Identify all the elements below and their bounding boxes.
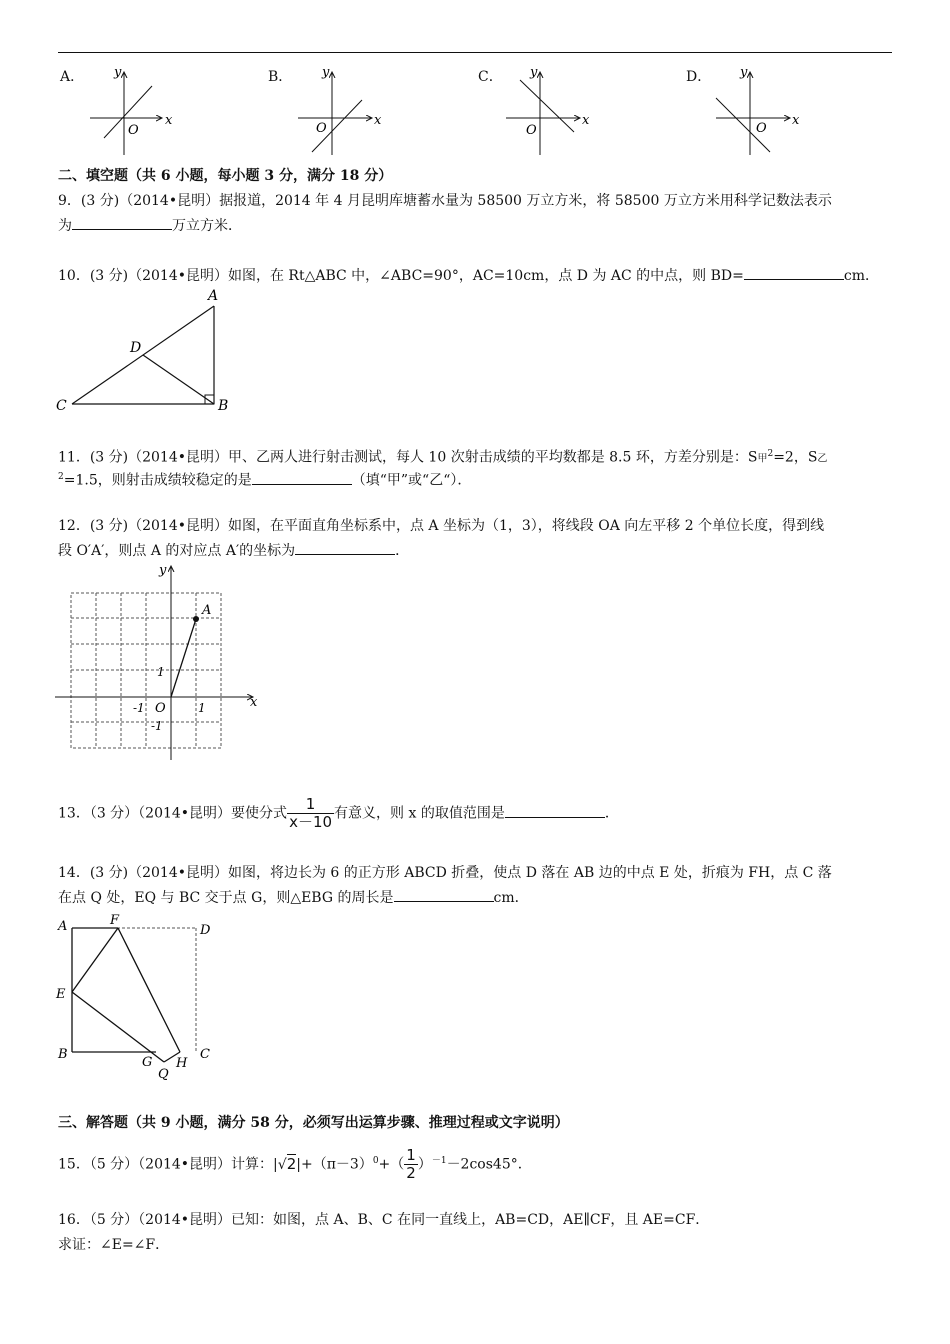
q12-label-x: x bbox=[250, 695, 258, 710]
q13-num: 1 bbox=[287, 796, 334, 814]
q15-num: 1 bbox=[406, 1146, 416, 1165]
q13-end: ． bbox=[604, 805, 619, 822]
q9-line2 bbox=[58, 214, 898, 239]
q9-line1: 9．(3 分)（2014•昆明）据报道，2014 年 4 月昆明库塘蓄水量为 58500 万立方米，将 58500 万立方米用科学记数法表示 bbox=[58, 193, 832, 209]
q11-line2 bbox=[58, 465, 898, 494]
q14-label-q: Q bbox=[158, 1067, 169, 1082]
option-a-x: x bbox=[165, 113, 173, 128]
q10-triangle-figure bbox=[50, 286, 250, 416]
q12-line2-post: ． bbox=[395, 543, 410, 559]
q14-label-h: H bbox=[176, 1056, 188, 1071]
q12-line1: 12．(3 分)（2014•昆明）如图，在平面直角坐标系中，点 A 坐标为（1，3），将线段 OA 向左平移 2 个单位长度，得到线 bbox=[58, 518, 825, 534]
option-b-o: O bbox=[316, 121, 327, 136]
q12-label-o: O bbox=[155, 701, 166, 716]
q14-line2 bbox=[58, 886, 898, 911]
option-b-y: y bbox=[322, 65, 330, 80]
option-c-y: y bbox=[530, 65, 538, 80]
option-c-o: O bbox=[526, 123, 537, 138]
q11-line2-post: =1.5，则射击成绩较稳定的是 bbox=[63, 472, 252, 489]
q14-label-c: C bbox=[200, 1047, 210, 1062]
q15-pre: 15．（5 分）（2014•昆明）计算：| bbox=[58, 1156, 278, 1173]
q10-label-b: B bbox=[218, 398, 229, 414]
option-c-x: x bbox=[582, 113, 590, 128]
q15-post: －2cos45°． bbox=[446, 1156, 532, 1173]
q10-text-post: cm． bbox=[843, 268, 879, 284]
q10-label-d: D bbox=[130, 340, 142, 356]
q10-label-a: A bbox=[208, 288, 219, 304]
q15-plus: +（ bbox=[378, 1156, 405, 1173]
option-d-label: D． bbox=[686, 69, 712, 85]
option-a-y: y bbox=[114, 65, 122, 80]
q13-pre: 13．（3 分）（2014•昆明）要使分式 bbox=[58, 805, 288, 822]
q15-sqrt: √2 bbox=[277, 1154, 297, 1173]
q12-label-neg-one-y: -1 bbox=[151, 719, 163, 733]
q14-label-a: A bbox=[58, 919, 68, 934]
q13-den: x－10 bbox=[289, 813, 333, 831]
q12-answer-blank[interactable] bbox=[295, 540, 395, 555]
q11-line1-pre: 11．(3 分)（2014•昆明）甲、乙两人进行射击测试，每人 10 次射击成绩的平均数都是 8.5 环，方差分别是：S bbox=[58, 449, 758, 466]
q15-radicand: 2 bbox=[286, 1154, 297, 1173]
q12-coordinate-figure bbox=[55, 560, 275, 765]
option-b-graph bbox=[298, 65, 382, 155]
q12-line2-pre: 段 O′A′，则点 A 的对应点 A′的坐标为 bbox=[58, 543, 296, 559]
q15-close: ） bbox=[417, 1156, 432, 1173]
section3-title: 三、解答题（共 9 小题，满分 58 分，必须写出运算步骤、推理过程或文字说明） bbox=[58, 1115, 569, 1131]
q12-label-one-y: 1 bbox=[157, 665, 165, 679]
q10-label-c: C bbox=[56, 398, 67, 414]
section2-title: 二、填空题（共 6 小题，每小题 3 分，满分 18 分） bbox=[58, 168, 393, 184]
q11-answer-blank[interactable] bbox=[252, 470, 352, 485]
q16-line1: 16．（5 分）（2014•昆明）已知：如图，点 A、B、C 在同一直线上，AB=CD，AE∥CF，且 AE=CF． bbox=[58, 1212, 710, 1228]
q11-sup-1: 2 bbox=[767, 449, 774, 459]
q14-square-fold-figure bbox=[50, 912, 230, 1082]
option-a-graph bbox=[90, 65, 173, 155]
q12-label-y: y bbox=[159, 563, 167, 578]
top-divider bbox=[58, 52, 892, 53]
q14-answer-blank[interactable] bbox=[394, 887, 494, 902]
option-graphs bbox=[0, 60, 950, 160]
q14-label-b: B bbox=[58, 1047, 68, 1062]
option-d-o: O bbox=[756, 121, 767, 136]
q10-text-pre: 10．(3 分)（2014•昆明）如图，在 Rt△ABC 中，∠ABC=90°，AC=10cm，点 D 为 AC 的中点，则 BD= bbox=[58, 268, 744, 284]
q14-line2-post: cm． bbox=[493, 890, 529, 906]
q11-sup-2: 2 bbox=[58, 472, 64, 482]
q14-label-f: F bbox=[110, 913, 120, 928]
q9-answer-blank[interactable] bbox=[72, 215, 172, 230]
option-d-y: y bbox=[740, 65, 748, 80]
q11-mid: =2，S bbox=[773, 449, 818, 466]
option-a-label: A． bbox=[60, 69, 85, 85]
option-a-o: O bbox=[128, 123, 139, 138]
q15-fraction bbox=[404, 1147, 418, 1182]
option-c-graph bbox=[506, 65, 590, 155]
q14-label-e: E bbox=[56, 987, 66, 1002]
q12-label-a: A bbox=[202, 603, 212, 618]
q9-line2-post: 万立方米． bbox=[172, 218, 242, 234]
q14-label-d: D bbox=[200, 923, 211, 938]
q14-label-g: G bbox=[142, 1055, 153, 1070]
q12-label-one-x: 1 bbox=[198, 701, 206, 715]
option-d-graph bbox=[716, 65, 800, 155]
q14-line1: 14．(3 分)（2014•昆明）如图，将边长为 6 的正方形 ABCD 折叠，使点 D 落在 AB 边的中点 E 处，折痕为 FH，点 C 落 bbox=[58, 865, 832, 881]
q15-sup0: 0 bbox=[372, 1156, 379, 1166]
option-c-label: C． bbox=[478, 69, 503, 85]
q15-mid: |+（π－3） bbox=[296, 1156, 373, 1173]
q9-line2-pre: 为 bbox=[58, 218, 72, 234]
q16-line2: 求证：∠E=∠F． bbox=[58, 1237, 170, 1253]
option-b-x: x bbox=[374, 113, 382, 128]
q14-line2-pre: 在点 Q 处，EQ 与 BC 交于点 G，则△EBG 的周长是 bbox=[58, 890, 394, 906]
option-b-label: B． bbox=[268, 69, 293, 85]
q11-sub-yi: 乙 bbox=[817, 453, 828, 465]
q15-den: 2 bbox=[406, 1164, 416, 1183]
q13-fraction bbox=[287, 796, 334, 831]
q15-text bbox=[58, 1144, 898, 1182]
q10-answer-blank[interactable] bbox=[744, 265, 844, 280]
q13-post: 有意义，则 x 的取值范围是 bbox=[334, 805, 505, 822]
q11-sub-jia: 甲 bbox=[757, 453, 768, 465]
q12-label-neg-one-x: -1 bbox=[133, 701, 145, 715]
q11-line2-end: （填“甲”或“乙“）． bbox=[351, 472, 472, 489]
q13-text bbox=[58, 796, 898, 831]
q13-answer-blank[interactable] bbox=[505, 803, 605, 818]
option-d-x: x bbox=[792, 113, 800, 128]
q15-supm1: －1 bbox=[431, 1156, 447, 1166]
